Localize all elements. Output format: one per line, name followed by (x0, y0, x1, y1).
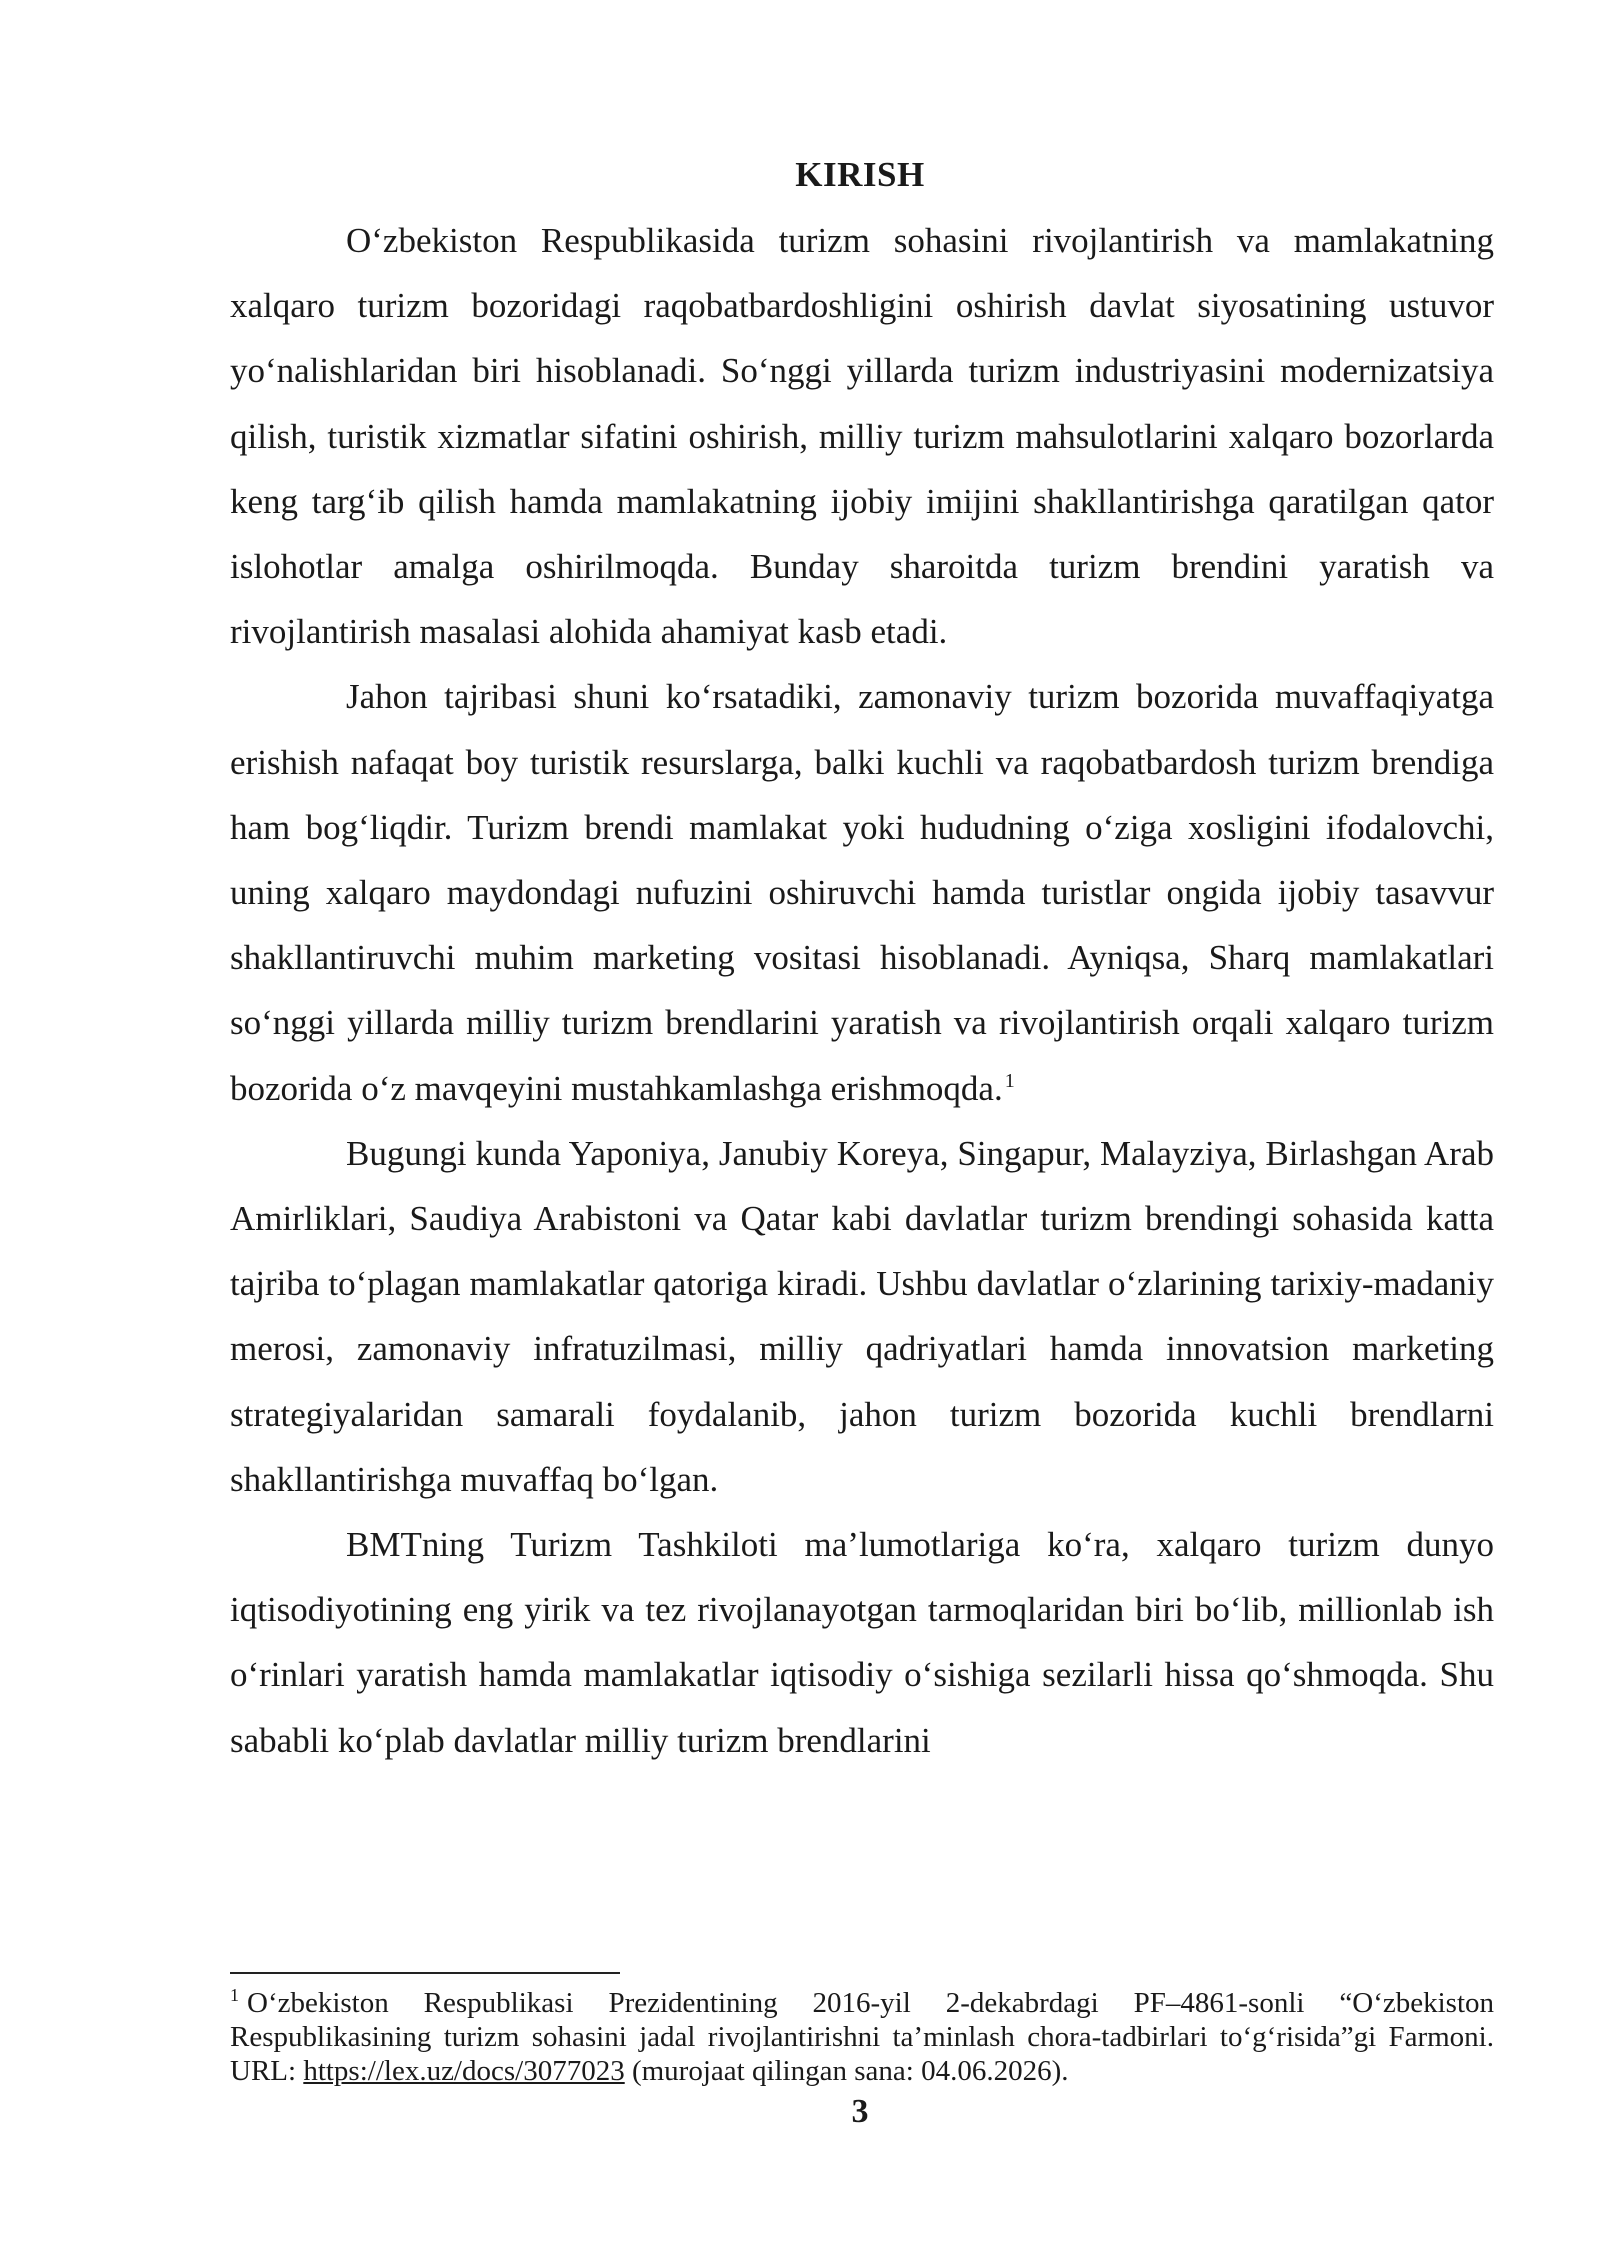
paragraph-1: O‘zbekiston Respublikasida turizm sohasini rivojlantirish va mamlakatning xalqaro turizm bozoridagi raqobatbardoshligini oshirish davlat siyosatining ustuvor yo‘nalishlaridan biri hisoblanadi. So‘nggi yillarda turizm industriyasini modernizatsiya qilish, turistik xizmatlar sifatini oshirish, milliy turizm mahsulotlarini xalqaro bozorlarda keng targ‘ib qilish hamda mamlakatning ijobiy imijini shakllantirishga qaratilgan qator islohotlar amalga oshirilmoqda. Bunday sharoitda turizm brendini yaratish va rivojlantirish masalasi alohida ahamiyat kasb etadi. (230, 221, 1494, 652)
footnote-divider (230, 1972, 620, 1974)
section-heading: KIRISH (795, 155, 925, 194)
page-number: 3 (851, 2093, 869, 2130)
footnote-link[interactable]: https://lex.uz/docs/3077023 (303, 2055, 625, 2087)
footnote-text: O‘zbekiston Respublikasi Prezidentining 2016-yil 2-dekabrdagi PF–4861-sonli “O‘zbekiston Respublikasining turizm sohasini jadal rivojlantirishni ta’minlash chora-tadbirlari to‘g‘risida”gi Farmoni. URL: (230, 1987, 1494, 2087)
footnote (230, 1986, 1494, 2088)
body-text (230, 208, 1494, 1773)
footnote-access-date: (murojaat qilingan sana: 04.06.2026). (624, 2055, 1069, 2087)
paragraph-3: Bugungi kunda Yaponiya, Janubiy Koreya, Singapur, Malayziya, Birlashgan Arab Amirliklari, Saudiya Arabistoni va Qatar kabi davlatlar turizm brendingi sohasida katta tajriba to‘plagan mamlakatlar qatoriga kiradi. Ushbu davlatlar o‘zlarining tarixiy-madaniy merosi, zamonaviy infratuzilmasi, milliy qadriyatlari hamda innovatsion marketing strategiyalaridan samarali foydalanib, jahon turizm bozorida kuchli brendlarni shakllantirishga muvaffaq bo‘lgan. (230, 1133, 1494, 1499)
paragraph-2-text: Jahon tajribasi shuni ko‘rsatadiki, zamonaviy turizm bozorida muvaffaqiyatga erishish nafaqat boy turistik resurslarga, balki kuchli va raqobatbardosh turizm brendiga ham bog‘liqdir. Turizm brendi mamlakat yoki hududning o‘ziga xosligini ifodalovchi, uning xalqaro maydondagi nufuzini oshiruvchi hamda turistlar ongida ijobiy tasavvur shakllantiruvchi muhim marketing vositasi hisoblanadi. Ayniqsa, Sharq mamlakatlari so‘nggi yillarda milliy turizm brendlarini yaratish va rivojlantirish orqali xalqaro turizm bozorida o‘z mavqeyini mustahkamlashga erishmoqda. (230, 677, 1494, 1108)
footnote-number: 1 (230, 1985, 239, 2006)
footnote-reference[interactable]: 1 (1004, 1069, 1015, 1092)
paragraph-4: BMTning Turizm Tashkiloti ma’lumotlariga ko‘ra, xalqaro turizm dunyo iqtisodiyotining eng yirik va tez rivojlanayotgan tarmoqlaridan biri bo‘lib, millionlab ish o‘rinlari yaratish hamda mamlakatlar iqtisodiy o‘sishiga sezilarli hissa qo‘shmoqda. Shu sababli ko‘plab davlatlar milliy turizm brendlarini (230, 1525, 1494, 1760)
paragraph-2 (230, 664, 1494, 1120)
